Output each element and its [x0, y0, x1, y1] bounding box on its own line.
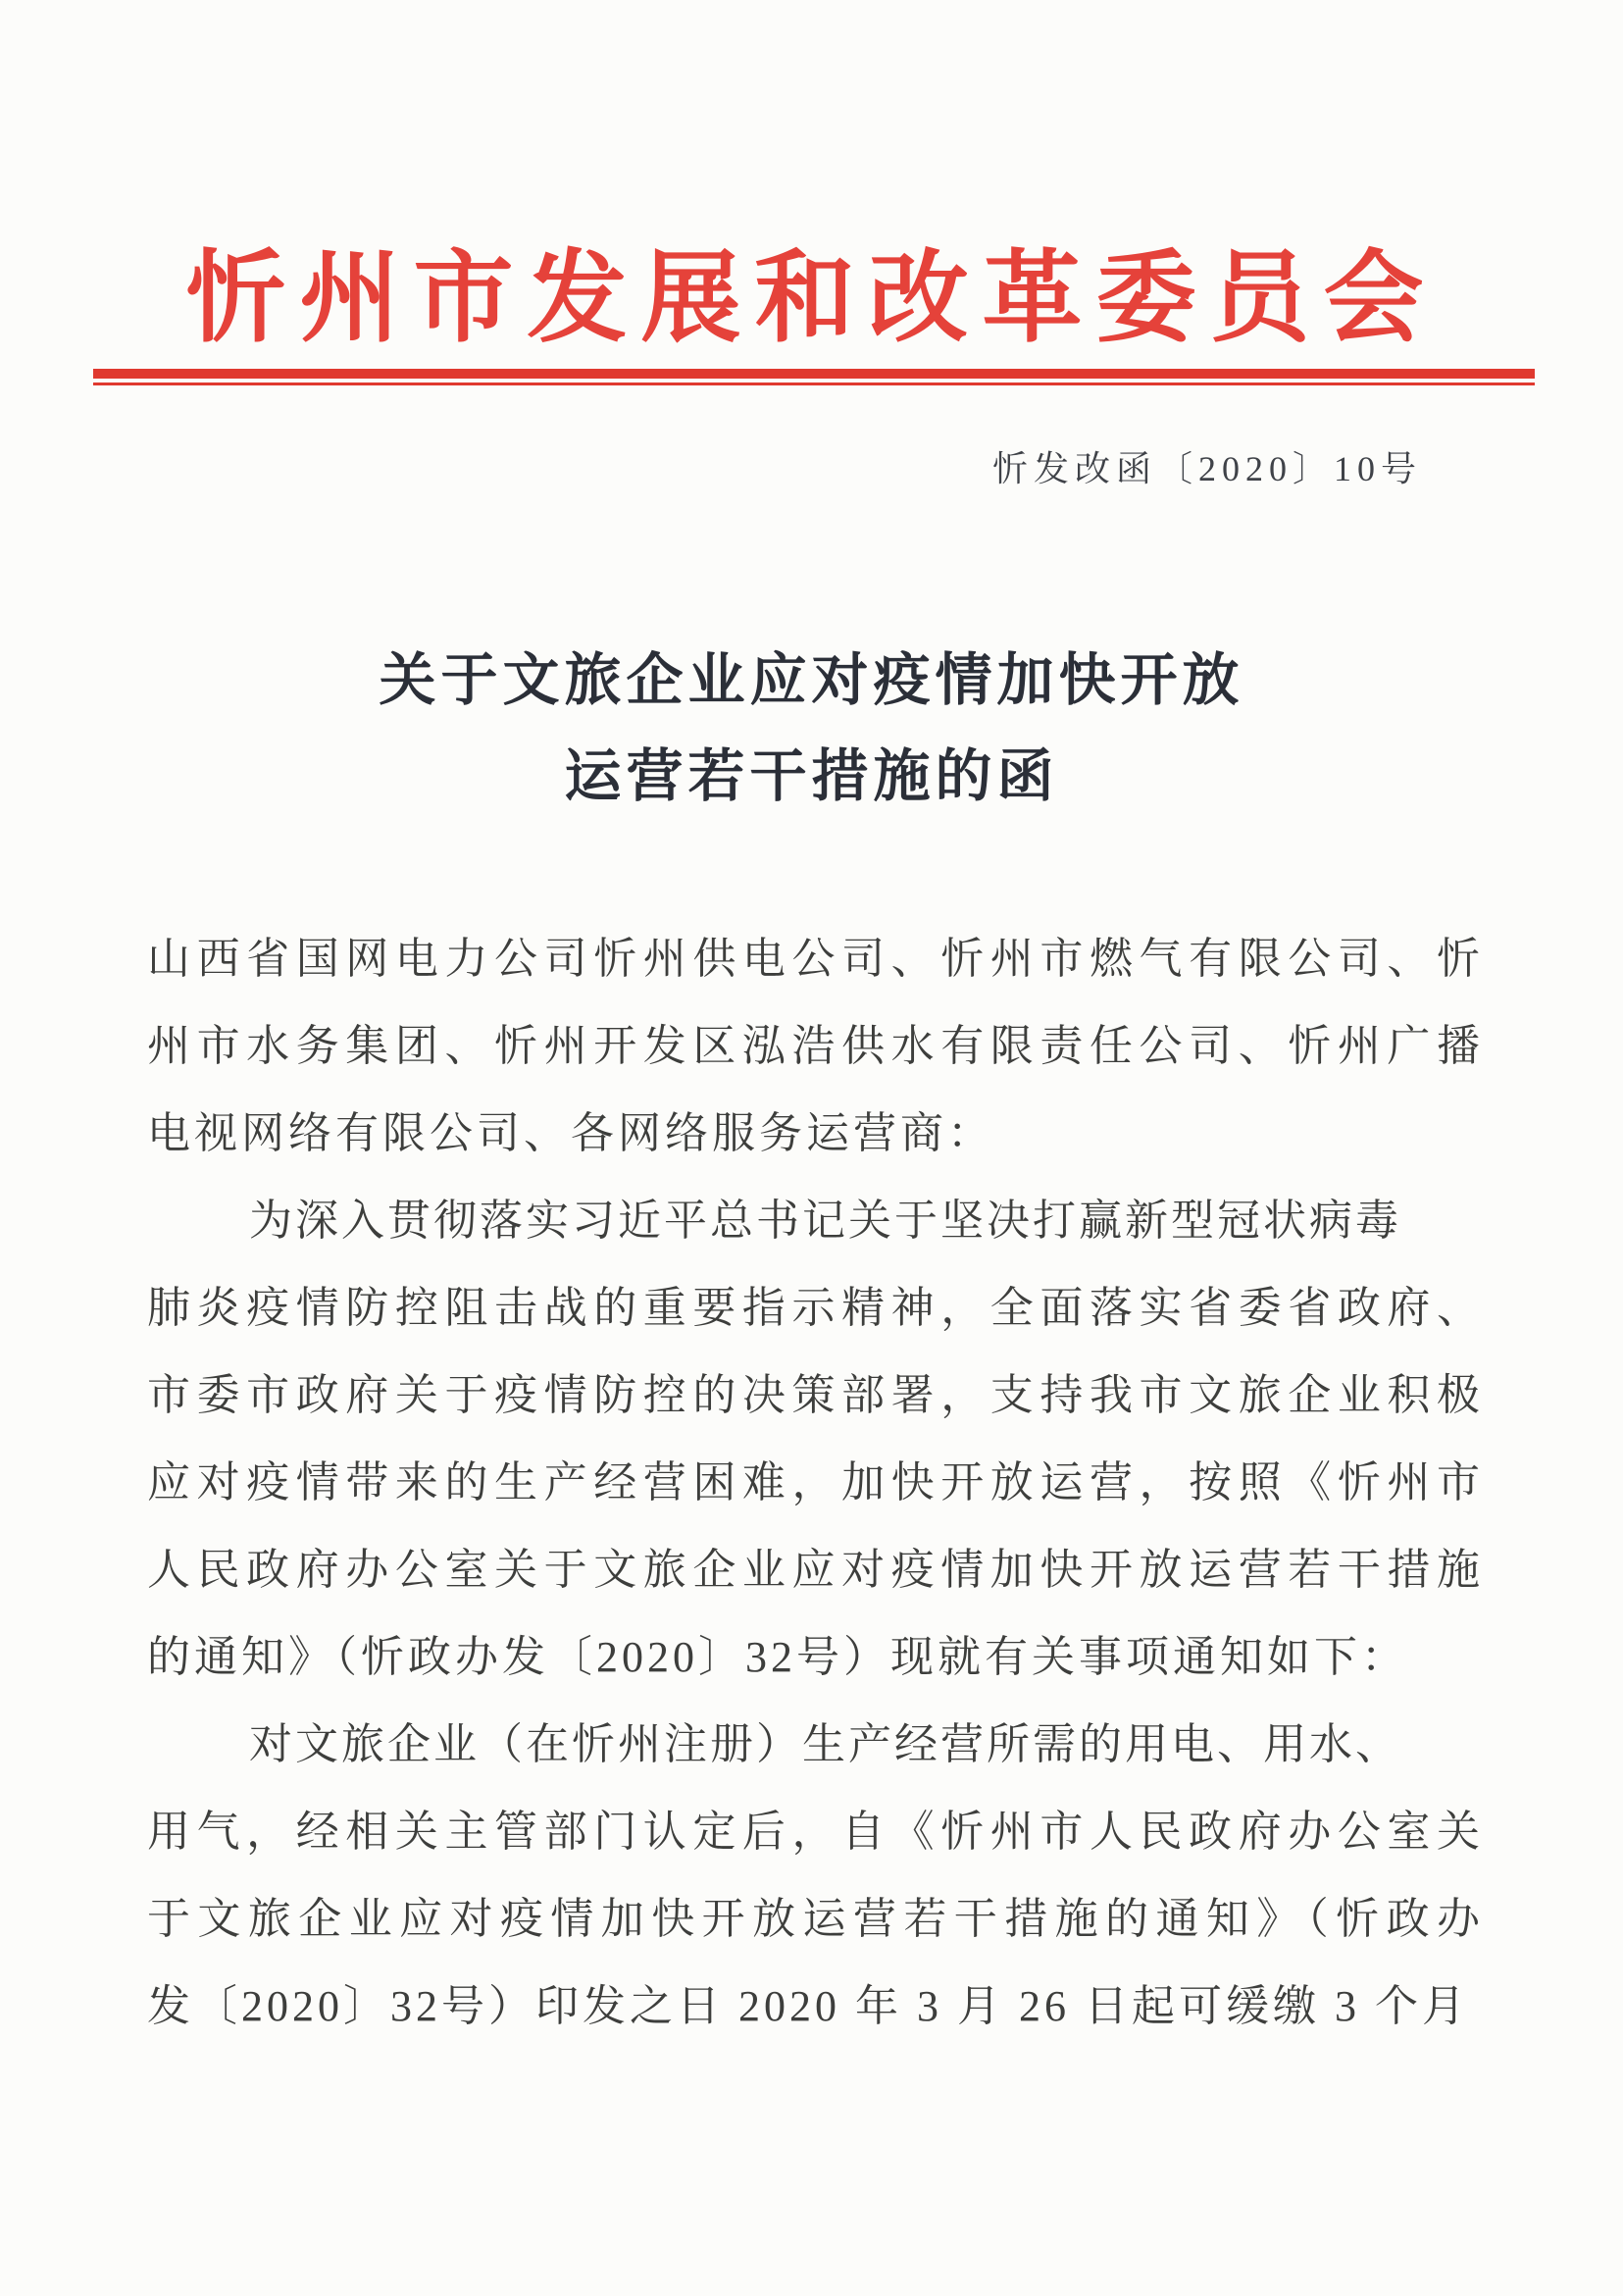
body-line: 用气，经相关主管部门认定后，自《忻州市人民政府办公室关: [147, 1808, 1486, 1856]
paragraph-policy-basis: [147, 1177, 1486, 1701]
body-line: 为深入贯彻落实习近平总书记关于坚决打赢新型冠状病毒: [249, 1197, 1401, 1245]
body-line: 的通知》（忻政办发〔2020〕32号）现就有关事项通知如下：: [147, 1633, 1408, 1681]
document-title: [0, 633, 1623, 825]
body-line: 电视网络有限公司、各网络服务运营商：: [147, 1109, 994, 1157]
body-line: 市委市政府关于疫情防控的决策部署，支持我市文旅企业积极: [147, 1371, 1486, 1419]
body-line: 应对疫情带来的生产经营困难，加快开放运营，按照《忻州市: [147, 1458, 1486, 1506]
document-reference-number: 忻发改函〔2020〕10号: [991, 449, 1422, 488]
document-title-line-2: 运营若干措施的函: [564, 744, 1059, 808]
body-line: 对文旅企业（在忻州注册）生产经营所需的用电、用水、: [249, 1720, 1401, 1768]
document-title-line-1: 关于文旅企业应对疫情加快开放: [379, 648, 1244, 712]
letter-body: [147, 915, 1486, 2050]
body-line: 肺炎疫情防控阻击战的重要指示精神，全面落实省委省政府、: [147, 1284, 1486, 1332]
paragraph-recipients: [147, 915, 1486, 1177]
red-separator: [93, 369, 1535, 385]
letterhead-org-title: 忻州市发展和改革委员会: [185, 244, 1438, 355]
red-separator-thin-rule: [93, 383, 1535, 385]
body-line: 人民政府办公室关于文旅企业应对疫情加快开放运营若干措施: [147, 1546, 1486, 1594]
body-line: 州市水务集团、忻州开发区泓浩供水有限责任公司、忻州广播: [147, 1022, 1486, 1070]
body-line: 山西省国网电力公司忻州供电公司、忻州市燃气有限公司、忻: [147, 935, 1486, 983]
paragraph-measures: [147, 1701, 1486, 2050]
red-separator-thick-rule: [93, 369, 1535, 379]
body-line: 于文旅企业应对疫情加快开放运营若干措施的通知》（忻政办: [147, 1895, 1486, 1943]
body-line: 发〔2020〕32号）印发之日 2020 年 3 月 26 日起可缓缴 3 个月: [147, 1982, 1469, 2030]
